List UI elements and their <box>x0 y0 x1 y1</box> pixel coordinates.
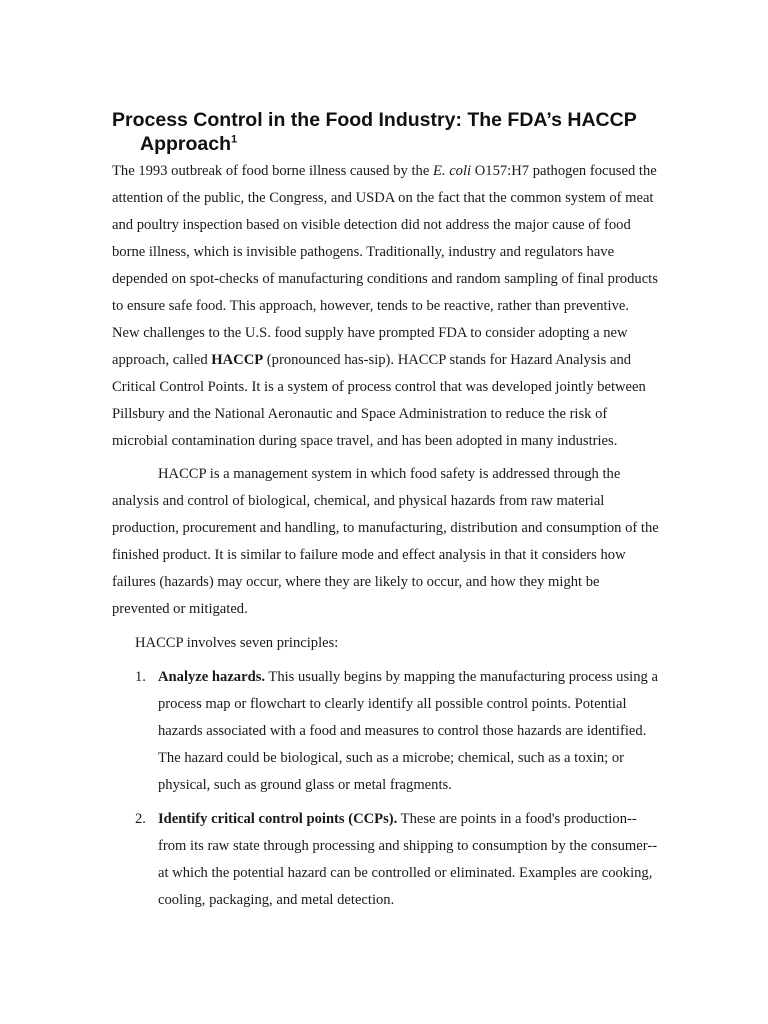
principle-text: These are points in a food's production--from its raw state through processing and shipping to consumption by the consumer--at which the potential hazard can be controlled or eliminated. Examples are cooking, cooling, packaging, and metal detection. <box>158 811 658 908</box>
para1-haccp-bold: HACCP <box>211 352 264 368</box>
principle-heading: Analyze hazards. <box>158 669 266 685</box>
para1-ecoli: E. coli <box>432 163 472 179</box>
principle-number: 2. <box>135 811 146 827</box>
paragraph-haccp-definition: HACCP is a management system in which food safety is addressed through the analysis and control of biological, chemical, and physical hazards from raw material production, procurement and handling, to manufacturing, distribution and consumption of the finished product. It is similar to failure mode and effect analysis in that it considers how failures (hazards) may occur, where they are likely to occur, and how they might be prevented or mitigated. <box>112 466 659 617</box>
para1-text-1: The 1993 outbreak of food borne illness caused by the <box>112 163 433 179</box>
para1-text-3: (pronounced has-sip). HACCP stands for Hazard Analysis and Critical Control Points. It is a system of process control that was developed jointly between Pillsbury and the National Aeronautic and Space Administration to reduce the risk of microbial contamination during space travel, and has been adopted in many industries. <box>112 352 646 449</box>
document-body <box>112 158 660 921</box>
principles-intro: HACCP involves seven principles: <box>135 635 339 651</box>
title-line-2 <box>112 132 672 156</box>
document-title <box>112 108 672 156</box>
paragraph-intro-history <box>112 158 660 455</box>
title-footnote-marker[interactable]: 1 <box>231 133 238 146</box>
title-line-1: Process Control in the Food Industry: The FDA’s HACCP <box>112 109 637 131</box>
principle-number: 1. <box>135 669 146 685</box>
principle-heading: Identify critical control points (CCPs). <box>158 811 398 827</box>
principle-item-2 <box>112 806 660 914</box>
principle-item-1 <box>112 664 660 799</box>
para1-text-2: O157:H7 pathogen focused the attention of the public, the Congress, and USDA on the fact that the common system of meat and poultry inspection based on visible detection did not address the major cause of food borne illness, which is invisible pathogens. Traditionally, industry and regulators have depended on spot-checks of manufacturing conditions and random sampling of final products to ensure safe food. This approach, however, tends to be reactive, rather than preventive. New challenges to the U.S. food supply have prompted FDA to consider adopting a new approach, called <box>112 163 658 368</box>
title-line-2-text: Approach <box>140 133 232 155</box>
principles-list <box>112 664 660 914</box>
principle-text: This usually begins by mapping the manufacturing process using a process map or flowchart to clearly identify all possible control points. Potential hazards associated with a food and measures to control those hazards are identified. The hazard could be biological, such as a microbe; chemical, such as a toxin; or physical, such as ground glass or metal fragments. <box>158 669 658 793</box>
